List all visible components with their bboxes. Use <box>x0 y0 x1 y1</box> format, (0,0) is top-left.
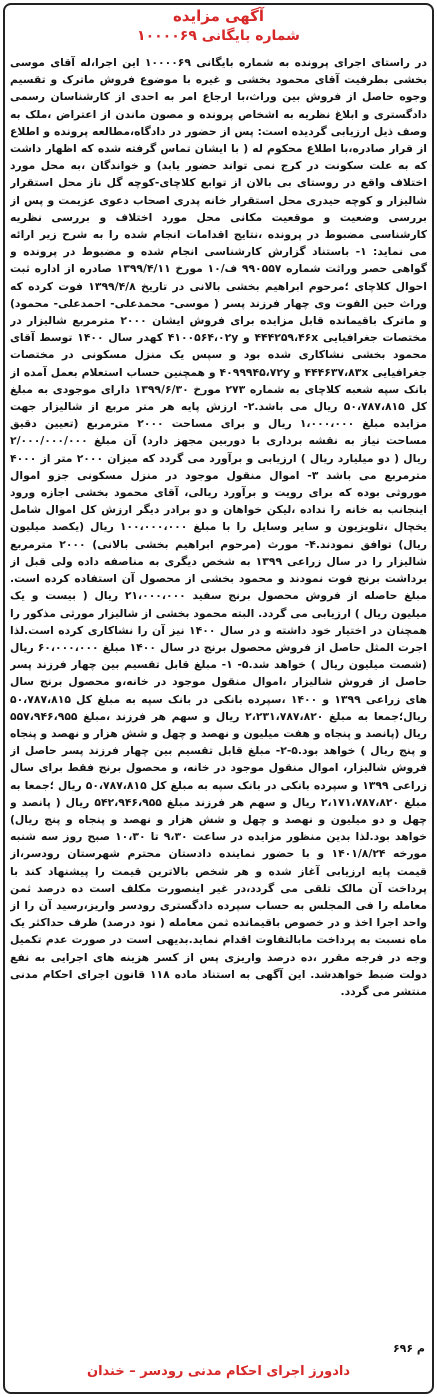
notice-title: آگهی مزایده <box>172 7 265 25</box>
notice-code: م ۶۹۶ <box>392 1342 425 1355</box>
notice-body <box>10 54 427 1344</box>
notice-signature: دادورز اجرای احکام مدنی رودسر – خندان <box>86 1364 350 1379</box>
notice-body-text: در راستای اجرای پرونده به شماره بایگانی ۱۰۰۰۰۶۹ این اجرا،له آقای موسی بخشی بطرفیت آقای محمود بخشی و غیره با موضوع فروش ماترک و تقسیم وجوه حاصل از فروش بین وراث،با ارجاع امر به احدی از کارشناسان رسمی دادگستری و ابلاغ نظریه به اشخاص پرونده و مصون ماندن از اعتراض ،ملک به وصف ذیل ارزیابی گردیده است: پس از حضور در دادگاه،مطالعه پرونده و اطلاع از قرار صادره،با اطلاع محکوم له ( با ایشان تماس گرفته شده که اظهار داشت که به علت سکونت در کرج نمی تواند حضور یابد) و خواندگان ،به محل مورد اختلاف واقع در روستای بی بالان از توابع کلاچای-کوچه گل ناز محل استقرار شالیزار و کوچه حیدری محل استقرار خانه پدری اصحاب دعوی عزیمت و پس از بررسی وضعیت و موقعیت مکانی محل مورد اختلاف و بررسی نظریه کارشناسی مضبوط در پرونده ،نتایج اقدامات انجام شده را به شرح زیر ارائه می نماید: ۱- باستناد گزارش کارشناسی انجام شده و مضبوط در پرونده و گواهی حصر وراثت شماره ۹۹۰۵۵۷ ف/۱۰ مورخ ۱۳۹۹/۴/۱۱ صادره از اداره ثبت احوال کلاچای ؛مرحوم ابراهیم بخشی بالانی در تاریخ ۱۳۹۹/۴/۸ فوت کرده که وراث حین الفوت وی چهار فرزند پسر ( موسی- محمدعلی- احمدعلی- محمود) و ماترک باقیمانده قابل مزایده برای فروش ایشان ۲۰۰۰ مترمربع شالیزار در مختصات جغرافیایی ۴۴۴۲۵۹،۴۶x و ۴۱۰۰۵۶۴،۰۲y کهدر سال ۱۴۰۰ توسط آقای محمود بخشی نشاکاری شده بود و سپس یک منزل مسکونی در مختصات جغرافیایی ۴۴۴۶۳۷،۸۳x و ۴۰۹۹۹۴۵،۷۲y و همچنین حساب استعلام بعمل آمده از بانک سپه شعبه کلاچای به شماره ۲۷۳ مورخ ۱۳۹۹/۶/۳۰ دارای موجودی به مبلغ کل ۵۰،۷۸۷،۸۱۵ ریال می باشد.۲- ارزش پایه هر متر مربع از شالیزار جهت مزایده مبلغ ۱،۰۰۰،۰۰۰ ریال و برای مساحت ۲۰۰۰ مترمربع (تعیین دقیق مساحت نیاز به نقشه برداری با دوربین مجهز دارد) آن مبلغ ۲/۰۰۰/۰۰۰/۰۰۰ ریال ( دو میلیارد ریال ) ارزیابی و برآورد می گردد که میزان ۲۰۰۰ متر از ۴۰۰۰ مترمربع می باشد ۳- اموال منقول موجود در منزل مسکونی جزو اموال موروثی بوده که برای رویت و برآورد ریالی، آقای محمود بخشی اجازه ورود اینجانب به خانه را نداده ،لیکن خواهان و دو برادر دیگر ارزش کل اموال شامل یخچال ،تلویزیون و سایر وسایل را با مبلغ ۱۰۰،۰۰۰،۰۰۰ ریال (یکصد میلیون ریال) توافق نمودند.۴- مورث (مرحوم ابراهیم بخشی بالانی) ۲۰۰۰ مترمربع شالیزار را در سال زراعی ۱۳۹۹ به شخص دیگری به مناصفه داده ولی قبل از برداشت برنج فوت نمودند و محمود بخشی از محصول آن استفاده کرده است. مبلغ حاصله از فروش محصول برنج سفید ۲۱،۰۰۰،۰۰۰ ریال ( بیست و یک میلیون ریال ) ارزیابی می گردد. البته محمود بخشی از شالیزار مورثی مذکور را همچنان در اختیار خود داشته و در سال ۱۴۰۰ نیز آن را نشاکاری کرده است.لذا اجرت المثل حاصل از فروش محصول برنج در سال ۱۴۰۰ مبلغ ۶۰،۰۰۰،۰۰۰ ریال (شصت میلیون ریال ) خواهد شد.۵- ۱- مبلغ قابل تقسیم بین چهار فرزند پسر حاصل از فروش شالیزار ،اموال منقول موجود در خانه،و محصول برنج سال های زراعی ۱۳۹۹ و ۱۴۰۰ ،سپرده بانکی در بانک سپه به مبلغ کل ۵۰،۷۸۷،۸۱۵ ریال؛جمعا به مبلغ ۲،۲۳۱،۷۸۷،۸۲۰ ریال و سهم هر فرزند ،مبلغ ۵۵۷،۹۴۶،۹۵۵ ریال (پانصد و پنجاه و هفت میلیون و نهصد و چهل و شش هزار و نهصد و پنجاه و پنج ریال ) خواهد بود.۵-۲- مبلغ قابل تقسیم بین چهار فرزند پسر حاصل از فروش شالیزار، اموال منقول موجود در خانه، و محصول برنج فقط برای سال زراعی ۱۳۹۹ و سپرده بانکی در بانک سپه به مبلغ کل ۵۰،۷۸۷،۸۱۵ ریال ؛جمعا به مبلغ ۲،۱۷۱،۷۸۷،۸۲۰ ریال و سهم هر فرزند مبلغ ۵۴۲،۹۴۶،۹۵۵ ریال ( پانصد و چهل و دو میلیون و نهصد و چهل و شش هزار و نهصد و پنجاه و پنج ریال) خواهد بود.لذا بدین منظور مزایده در ساعت ۹،۳۰ تا ۱۰،۳۰ صبح روز سه شنبه مورخه ۱۴۰۱/۸/۲۴ و با حضور نماینده دادستان محترم شهرستان رودسر،از قیمت پایه ارزیابی آغاز شده و هر شخص بالاترین قیمت را پیشنهاد کند با پرداخت آن مالک تلقی می گردد،در غیر اینصورت مکلف است ده درصد ثمن معامله را فی المجلس به حساب سپرده دادگستری رودسر واریز،رسید آن را از واحد اجرا اخذ و در خصوص باقیمانده ثمن معامله ( نود درصد) ظرف حداکثر یک ماه نسبت به پرداخت مابالتفاوت اقدام نماید.بدیهی است در صورت عدم تکمیل وجه در فرجه مقرر ،ده درصد واریزی پس از کسر هزینه های اجرایی به نفع دولت ضبط خواهدشد. این آگهی به استناد ماده ۱۱۸ قانون اجرای احکام مدنی منتشر می گردد. <box>10 56 427 998</box>
notice-header <box>0 6 437 46</box>
archive-number: شماره بایگانی ۱۰۰۰۰۶۹ <box>137 28 300 44</box>
